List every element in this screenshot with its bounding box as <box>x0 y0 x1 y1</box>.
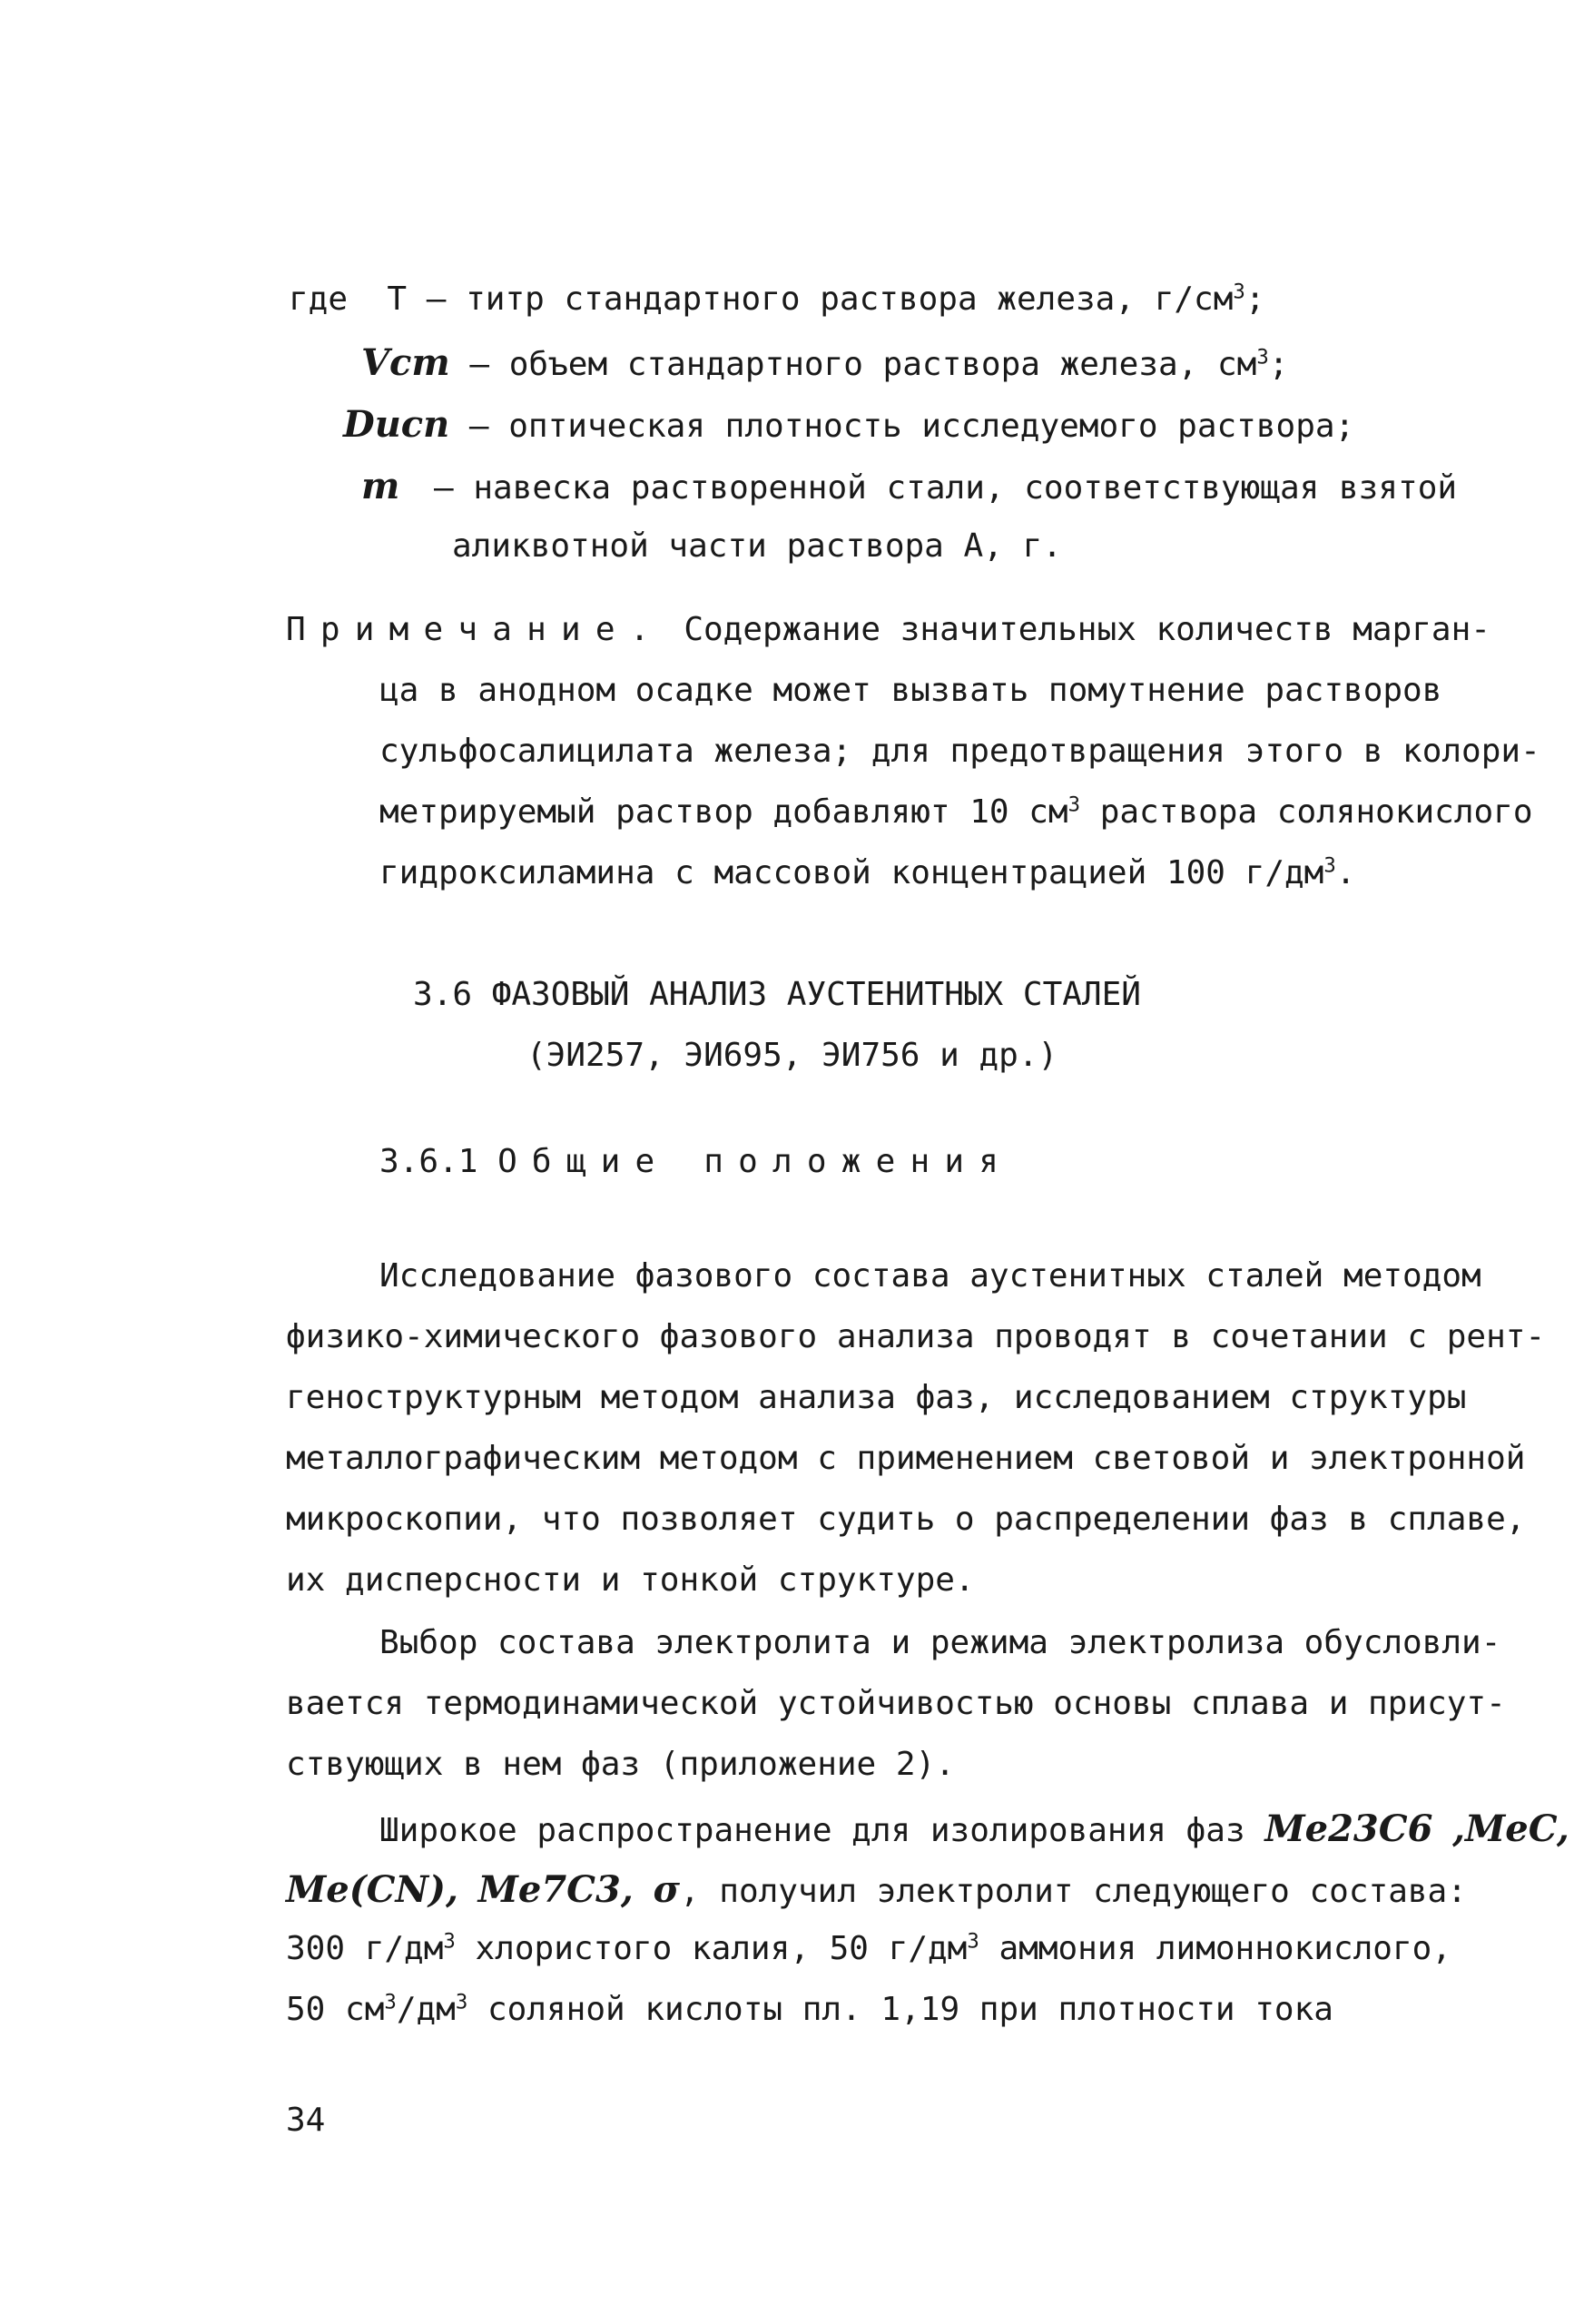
phase-me23c6-handwritten: Me23C6 <box>1264 1807 1433 1850</box>
where-t-text: – титр стандартного раствора железа, г/см <box>426 281 1234 318</box>
paragraph3-text-2b: , получил электролит следующего состава: <box>679 1873 1467 1910</box>
section-title-line-2: (ЭИ257, ЭИ695, ЭИ756 и др.) <box>526 1037 1058 1074</box>
paragraph3-line-1 <box>379 1807 1569 1850</box>
paragraph3-line-3 <box>286 1929 1451 1967</box>
note-text-4b: раствора солянокислого <box>1080 793 1533 831</box>
paragraph1-line-4: металлографическим методом с применением световой и электронной <box>286 1440 1526 1477</box>
paragraph3-text-4b: /дм <box>396 1991 456 2028</box>
symbol-m-handwritten: m <box>361 465 400 507</box>
symbol-d-handwritten: Dисп <box>343 403 450 446</box>
phase-sigma-handwritten: σ <box>653 1868 680 1911</box>
sup: 3 <box>1256 345 1269 369</box>
paragraph1-line-5: микроскопии, что позволяет судить о распределении фаз в сплаве, <box>286 1501 1526 1538</box>
where-line-d <box>343 403 1355 446</box>
paragraph3-text-3b: хлористого калия, 50 г/дм <box>455 1930 968 1967</box>
note-text-4a: метрируемый раствор добавляют 10 см <box>379 793 1068 831</box>
where-d-text: – оптическая плотность исследуемого раствора; <box>468 408 1355 445</box>
subsection-title: Общие положения <box>497 1143 1014 1180</box>
sup: 3 <box>1323 853 1336 878</box>
paragraph3-text-1a: Широкое распространение для изолирования фаз <box>379 1812 1245 1849</box>
note-line-3: сульфосалицилата железа; для предотвращения этого в колори- <box>379 733 1540 770</box>
paragraph2-line-2: вается термодинамической устойчивостью основы сплава и присут- <box>286 1685 1506 1722</box>
subsection-number: 3.6.1 <box>379 1143 478 1180</box>
paragraph2-line-3: ствующих в нем фаз (приложение 2). <box>286 1746 955 1783</box>
sup: 3 <box>455 1990 468 2014</box>
paragraph2-line-1: Выбор состава электролита и режима электролиза обусловли- <box>379 1624 1501 1661</box>
paragraph3-text-3c: аммония лимоннокислого, <box>979 1930 1451 1967</box>
paragraph1-line-6: их дисперсности и тонкой структуре. <box>286 1561 975 1599</box>
phase-me7c3-handwritten: Me7C3, <box>477 1868 634 1911</box>
paragraph1-line-3: геноструктурным методом анализа фаз, исследованием структуры <box>286 1379 1467 1416</box>
where-v-text: – объем стандартного раствора железа, см <box>469 346 1257 383</box>
note-line-5 <box>379 853 1356 891</box>
sup: 3 <box>1067 793 1081 817</box>
sup: 3 <box>967 1929 979 1954</box>
note-label: Примечание. <box>286 611 664 648</box>
punct: ; <box>1268 346 1289 383</box>
paragraph3-text-4a: 50 см <box>286 1991 385 2028</box>
section-title-line-1: 3.6 ФАЗОВЫЙ АНАЛИЗ АУСТЕНИТНЫХ СТАЛЕЙ <box>413 976 1141 1013</box>
note-line-2: ца в анодном осадке может вызвать помутнение растворов <box>379 672 1442 709</box>
note-text-5b: . <box>1335 854 1356 891</box>
subsection-heading <box>379 1143 1014 1180</box>
sup: 3 <box>384 1990 397 2014</box>
where-m-text: – навеска растворенной стали, соответствующая взятой <box>434 469 1458 507</box>
where-lead: где <box>289 281 349 318</box>
note-text-5a: гидроксиламина с массовой концентрацией 100 г/дм <box>379 854 1324 891</box>
where-line-v <box>361 341 1289 384</box>
paragraph1-line-1: Исследование фазового состава аустенитных сталей методом <box>379 1257 1481 1295</box>
paragraph3-line-2 <box>286 1868 1467 1911</box>
paragraph3-text-4c: соляной кислоты пл. 1,19 при плотности тока <box>467 1991 1333 2028</box>
sup: 3 <box>1233 280 1245 304</box>
note-line-4 <box>379 793 1533 831</box>
where-line-m <box>361 465 1458 507</box>
symbol-t: Т <box>387 281 408 318</box>
paragraph3-line-4 <box>286 1990 1333 2028</box>
where-line-m-cont: аликвотной части раствора А, г. <box>452 527 1062 565</box>
phase-mecn-handwritten: Me(CN), <box>286 1868 458 1911</box>
symbol-v-handwritten: Vст <box>361 341 450 384</box>
sup: 3 <box>443 1929 456 1954</box>
note-line-1 <box>286 611 1490 648</box>
page-number: 34 <box>286 2102 326 2139</box>
note-text-1: Содержание значительных количеств марган- <box>684 611 1490 648</box>
phase-mec-handwritten: ,MeC, <box>1452 1807 1569 1850</box>
where-line-t <box>289 280 1265 318</box>
punct: ; <box>1244 281 1265 318</box>
paragraph1-line-2: физико-химического фазового анализа проводят в сочетании с рент- <box>286 1318 1546 1355</box>
paragraph3-text-3a: 300 г/дм <box>286 1930 444 1967</box>
